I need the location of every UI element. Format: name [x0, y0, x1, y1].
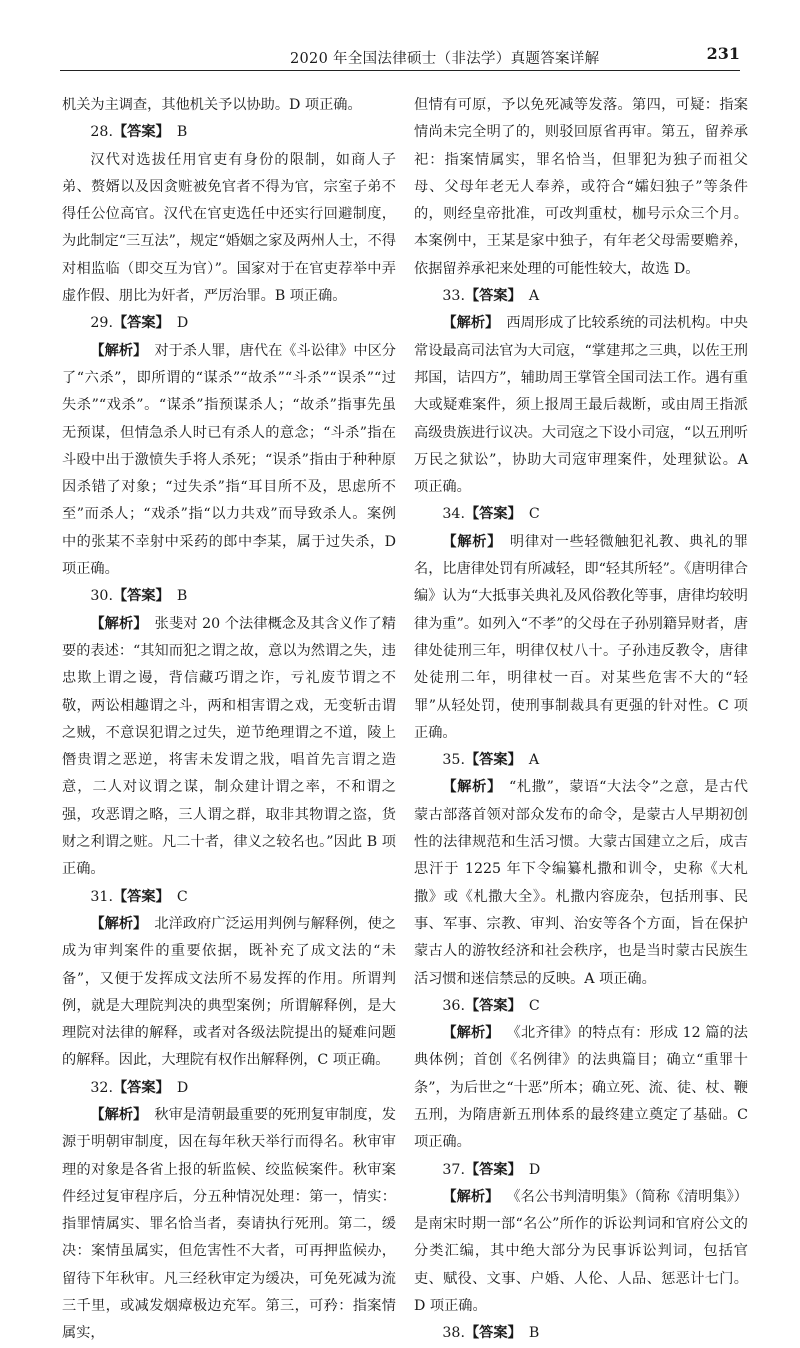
running-title: 2020 年全国法律硕士（非法学）真题答案详解: [290, 51, 600, 67]
page-number: 231: [706, 44, 740, 63]
answer-label: 【答案】: [464, 1325, 522, 1342]
analysis-label: 【解析】: [90, 342, 148, 359]
analysis-text: 《北齐律》的特点有：形成 12 篇的法典体例；首创《名例律》的法典篇目；确立“重罪十条”，为后世之“十恶”所本；确立死、流、徒、杖、鞭五刑，为隋唐新五刑体系的最终建立奠定了基础。C 项正确。: [414, 1025, 748, 1151]
answer-value: C: [528, 506, 540, 523]
question-number: 32.: [90, 1079, 113, 1096]
analysis-text: 北洋政府广泛运用判例与解释例，使之成为审判案件的重要依据，既补充了成文法的“未备”，又便于发挥成文法所不易发挥的作用。所谓判例，就是大理院判决的典型案例；所谓解释例，是大理院对法律的解释，或者对各级法院提出的疑难问题的解释。因此，大理院有权作出解释例，C 项正确。: [62, 915, 396, 1069]
analysis-label: 【解析】: [442, 315, 500, 332]
answer-line: [414, 283, 748, 310]
analysis-paragraph: [62, 1102, 396, 1348]
analysis-label: 【解析】: [90, 615, 148, 632]
question-number: 31.: [90, 888, 113, 905]
analysis-paragraph: [414, 1184, 748, 1320]
answer-value: B: [528, 1325, 540, 1342]
answer-value: C: [176, 888, 188, 905]
analysis-label: 【解析】: [442, 779, 502, 796]
analysis-label: 【解析】: [90, 915, 148, 932]
question-number: 36.: [442, 997, 465, 1014]
answer-label: 【答案】: [464, 997, 522, 1014]
answer-label: 【答案】: [112, 1079, 170, 1096]
answer-line: [62, 884, 396, 911]
answer-label: 【答案】: [464, 288, 522, 305]
question-number: 38.: [442, 1325, 465, 1342]
answer-label: 【答案】: [112, 315, 170, 332]
answer-value: D: [176, 1079, 189, 1096]
question-number: 37.: [442, 1161, 465, 1178]
answer-line: [414, 1320, 748, 1347]
analysis-paragraph: [62, 911, 396, 1075]
analysis-label: 【解析】: [90, 1106, 148, 1123]
analysis-paragraph: [414, 529, 748, 747]
analysis-text: 秋审是清朝最重要的死刑复审制度，发源于明朝审制度，因在每年秋天举行而得名。秋审审理的对象是各省上报的斩监候、绞监候案件。秋审案件经过复审程序后，分五种情况处理：第一，情实：指罪情属实、罪名恰当者，奏请执行死刑。第二，缓决：案情虽属实，但危害性不大者，可再押监候办，留待下年秋审。凡三经秋审定为缓决，可免死减为流三千里，或减发烟瘴极边充军。第三，可矜：指案情属实，: [62, 1106, 396, 1342]
analysis-paragraph: [414, 1020, 748, 1156]
analysis-label: 【解析】: [442, 1025, 500, 1042]
question-number: 28.: [90, 124, 113, 141]
answer-label: 【答案】: [112, 124, 170, 141]
answer-line: [62, 583, 396, 610]
answer-value: B: [176, 124, 188, 141]
explanation-paragraph: 汉代对选拔任用官吏有身份的限制，如商人子弟、赘婿以及因贪赃被免官者不得为官，宗室子弟不得任公位高官。汉代在官吏选任中还实行回避制度，为此制定“三互法”，规定“婚姻之家及两州人士，不得对相监临（即交互为官）”。国家对于在官吏荐举中弄虚作假、朋比为奸者，严厉治罪。B 项正确。: [62, 151, 396, 305]
analysis-text: 《名公书判清明集》（简称《清明集》）是南宋时期一部“名公”所作的诉讼判词和官府公文的分类汇编，其中绝大部分为民事诉讼判词，包括官吏、赋役、文事、户婚、人伦、人品、惩恶计七门。D 项正确。: [414, 1188, 748, 1315]
right-column: [414, 92, 748, 1348]
analysis-paragraph: [62, 338, 396, 584]
answer-value: A: [528, 752, 540, 769]
answer-value: D: [176, 315, 189, 332]
answer-line: [62, 310, 396, 337]
answer-line: [414, 993, 748, 1020]
continued-paragraph: 但情有可原，予以免死减等发落。第四，可疑：指案情尚未完全明了的，则驳回原省再审。第五，留养承祀：指案情属实，罪名恰当，但罪犯为独子而祖父母、父母年老无人奉养，或符合“孀妇独子”等条件的，则经皇帝批准，可改判重杖，枷号示众三个月。本案例中，王某是家中独子，有年老父母需要赡养，依据留养承祀来处理的可能性较大，故选 D。: [414, 97, 748, 277]
answer-line: [62, 1075, 396, 1102]
answer-label: 【答案】: [112, 888, 170, 905]
answer-label: 【答案】: [464, 506, 522, 523]
answer-line: [414, 1157, 748, 1184]
question-number: 30.: [90, 588, 113, 605]
answer-value: B: [176, 588, 188, 605]
continued-paragraph: 机关为主调查，其他机关予以协助。D 项正确。: [62, 97, 362, 113]
answer-value: C: [528, 997, 540, 1014]
page-header: [60, 44, 740, 71]
answer-value: D: [528, 1161, 541, 1178]
question-number: 29.: [90, 315, 113, 332]
analysis-paragraph: [414, 774, 748, 992]
analysis-text: 张斐对 20 个法律概念及其含义作了精要的表述：“其知而犯之谓之故，意以为然谓之失，违忠欺上谓之谩，背信藏巧谓之诈，亏礼废节谓之不敬，两讼相趣谓之斗，两和相害谓之戏，无变斩击谓之贼，不意误犯谓之过失，逆节绝理谓之不道，陵上僭贵谓之恶逆，将害未发谓之戕，唱首先言谓之造意，二人对议谓之谋，制众建计谓之率，不和谓之强，攻恶谓之略，三人谓之群，取非其物谓之盗，货财之利谓之赃。凡二十者，律义之较名也。”因此 B 项正确。: [62, 615, 396, 878]
analysis-text: 明律对一些轻微触犯礼教、典礼的罪名，比唐律处罚有所减轻，即“轻其所轻”。《唐明律合编》认为“大抵事关典礼及风俗教化等事，唐律均较明律为重”。如列入“不孝”的父母在子孙别籍异财者，唐律处徒刑三年，明律仅杖八十。子孙违反教令，唐律处徒刑二年，明律杖一百。对某些危害不大的“轻罪”从轻处罚，使刑事制裁具有更强的针对性。C 项正确。: [414, 533, 748, 741]
answer-line: [62, 119, 396, 146]
question-number: 34.: [442, 506, 465, 523]
analysis-text: “札撒”，蒙语“大法令”之意，是古代蒙古部落首领对部众发布的命令，是蒙古人早期初创性的法律规范和生活习惯。大蒙古国建立之后，成吉思汗于 1225 年下令编纂札撒和训令，史称《大札撒》或《札撒大全》。札撒内容庞杂，包括刑事、民事、军事、宗教、审判、治安等各个方面，旨在保护蒙古人的游牧经济和社会秩序，也是当时蒙古民族生活习惯和迷信禁忌的反映。A 项正确。: [414, 779, 748, 987]
question-number: 33.: [442, 288, 465, 305]
answer-line: [414, 747, 748, 774]
analysis-text: 对于杀人罪，唐代在《斗讼律》中区分了“六杀”，即所谓的“谋杀”“故杀”“斗杀”“误杀”“过失杀”“戏杀”。“谋杀”指预谋杀人；“故杀”指事先虽无预谋，但情急杀人时已有杀人的意念；“斗杀”指在斗殴中出于激愤失手将人杀死；“误杀”指由于种种原因杀错了对象；“过失杀”指“耳目所不及，思虑所不至”而杀人；“戏杀”指“以力共戏”而导致杀人。案例中的张某不幸射中采药的郎中李某，属于过失杀，D 项正确。: [62, 342, 396, 578]
answer-label: 【答案】: [464, 1161, 522, 1178]
answer-label: 【答案】: [112, 588, 170, 605]
analysis-label: 【解析】: [442, 1188, 500, 1205]
question-number: 35.: [442, 752, 465, 769]
analysis-paragraph: [414, 310, 748, 501]
analysis-label: 【解析】: [442, 533, 503, 550]
left-column: [62, 92, 396, 1348]
answer-value: A: [528, 288, 540, 305]
analysis-text: 西周形成了比较系统的司法机构。中央常设最高司法官为大司寇，“掌建邦之三典，以佐王刑邦国，诘四方”，辅助周王掌管全国司法工作。遇有重大或疑难案件，须上报周王最后裁断，或由周王指派高级贵族进行议决。大司寇之下设小司寇，“以五刑听万民之狱讼”，协助大司寇审理案件，处理狱讼。A 项正确。: [414, 315, 748, 496]
answer-line: [414, 501, 748, 528]
answer-label: 【答案】: [464, 752, 522, 769]
analysis-paragraph: [62, 611, 396, 884]
